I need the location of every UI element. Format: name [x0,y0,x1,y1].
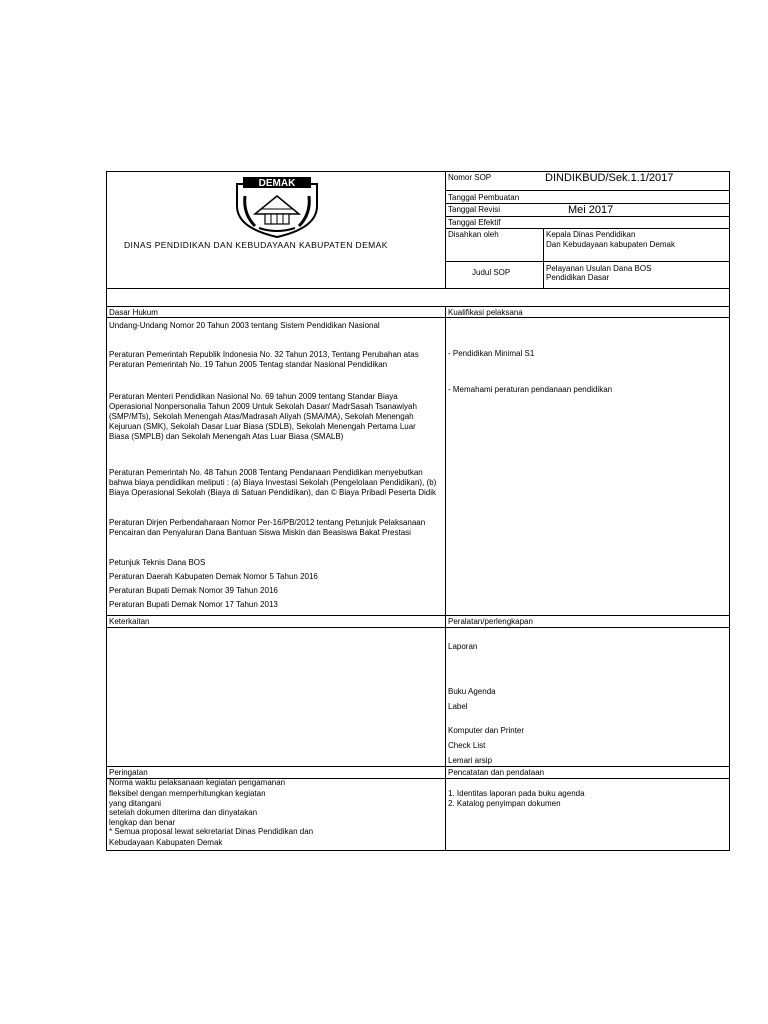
dasar-hukum-item: Peraturan Dirjen Perbendaharaan Nomor Per-16/PB/2012 tentang Petunjuk Pelaksanaan Pencairan dan Penyaluran Dana Bantuan Siswa Miskin dan Beasiswa Bakat Prestasi [109,518,426,537]
dasar-hukum-item: Undang-Undang Nomor 20 Tahun 2003 tentang Sistem Pendidikan Nasional [109,321,380,330]
dasar-hukum-item: Petunjuk Teknis Dana BOS [109,558,206,567]
dasar-hukum-item: Peraturan Pemerintah No. 48 Tahun 2008 Tentang Pendanaan Pendidikan menyebutkan bahwa biaya pendidikan meliputi : (a) Biaya Investasi Sekolah (Pengelolaan Pendidikan), (b) Biaya Operasional Sekolah (Biaya di Satuan Pendidikan), dan © Biaya Pribadi Peserta Didik [109,468,437,497]
demak-logo-icon [233,176,321,238]
kualifikasi-heading: Kualifikasi pelaksana [448,308,523,317]
judul-sop-label: Judul SOP [472,268,511,277]
pencatatan-heading: Pencatatan dan pendataan [448,768,545,777]
judul-sop-value-line1: Pelayanan Usulan Dana BOS [546,264,652,273]
tanggal-revisi-value: Mei 2017 [568,204,614,216]
peringatan-line: fleksibel dengan memperhitungkan kegiatan [109,789,266,798]
kualifikasi-item: - Pendidikan Minimal S1 [448,349,535,358]
peringatan-heading: Peringatan [109,768,148,777]
logo-text: DEMAK [258,178,296,189]
peringatan-line: lengkap dan benar [109,818,176,827]
peringatan-line: Norma waktu pelaksanaan kegiatan pengamanan [109,778,286,787]
peringatan-line: setelah dokumen diterima dan dinyatakan [109,808,258,817]
dasar-hukum-item: Peraturan Daerah Kabupaten Demak Nomor 5 Tahun 2016 [109,572,318,581]
peringatan-line: * Semua proposal lewat sekretariat Dinas Pendidikan dan [109,827,314,836]
peralatan-item: Lemari arsip [448,756,493,765]
tanggal-pembuatan-label: Tanggal Pembuatan [448,193,520,202]
dasar-hukum-item: Peraturan Bupati Demak Nomor 39 Tahun 2016 [109,586,278,595]
tanggal-revisi-label: Tanggal Revisi [448,205,501,214]
kualifikasi-item: - Memahami peraturan pendanaan pendidikan [448,385,613,394]
dasar-hukum-item: Peraturan Bupati Demak Nomor 17 Tahun 2013 [109,600,278,609]
disahkan-value-line2: Dan Kebudayaan kabupaten Demak [546,240,675,249]
peringatan-line: Kebudayaan Kabupaten Demak [109,838,223,847]
nomor-sop-value: DINDIKBUD/Sek.1.1/2017 [545,172,674,184]
tanggal-efektif-label: Tanggal Efektif [448,218,501,227]
peralatan-heading: Peralatan/perlengkapan [448,617,533,626]
peringatan-line: yang ditangani [109,799,162,808]
disahkan-value-line1: Kepala Dinas Pendidikan [546,230,636,239]
peralatan-item: Label [448,702,468,711]
peralatan-item: Check List [448,741,486,750]
nomor-sop-label: Nomor SOP [448,173,492,182]
peralatan-item: Laporan [448,642,478,651]
dasar-hukum-item: Peraturan Menteri Pendidikan Nasional No. 69 tahun 2009 tentang Standar Biaya Operasional Nonpersonalia Tahun 2009 Untuk Sekolah Dasar/ MadrSasah Tsanawiyah (SMP/MTs), Sekolah Menengah Atas/Madrasah Aliyah (SMA/MA), Sekolah Menengah Kejuruan (SMK), Sekolah Dasar Luar Biasa (SDLB), Sekolah Menengah Pertama Luar Biasa (SMPLB) dan Sekolah Menengah Atas Luar Biasa (SMALB) [109,392,417,441]
disahkan-label: Disahkan oleh [448,230,499,239]
pencatatan-item: 2. Katalog penyimpan dokumen [448,799,561,808]
judul-sop-value-line2: Pendidikan Dasar [546,273,610,282]
institution-title: DINAS PENDIDIKAN DAN KEBUDAYAAN KABUPATEN DEMAK [124,240,388,250]
peralatan-item: Komputer dan Printer [448,726,525,735]
keterkaitan-heading: Keterkaitan [109,617,150,626]
dasar-hukum-item: Peraturan Pemerintah Republik Indonesia No. 32 Tahun 2013, Tentang Perubahan atas Peraturan Pemerintah No. 19 Tahun 2005 Tentag standar Nasional Pendidikan [109,350,419,369]
peralatan-item: Buku Agenda [448,687,496,696]
pencatatan-item: 1. Identitas laporan pada buku agenda [448,789,585,798]
dasar-hukum-heading: Dasar Hukum [109,308,158,317]
